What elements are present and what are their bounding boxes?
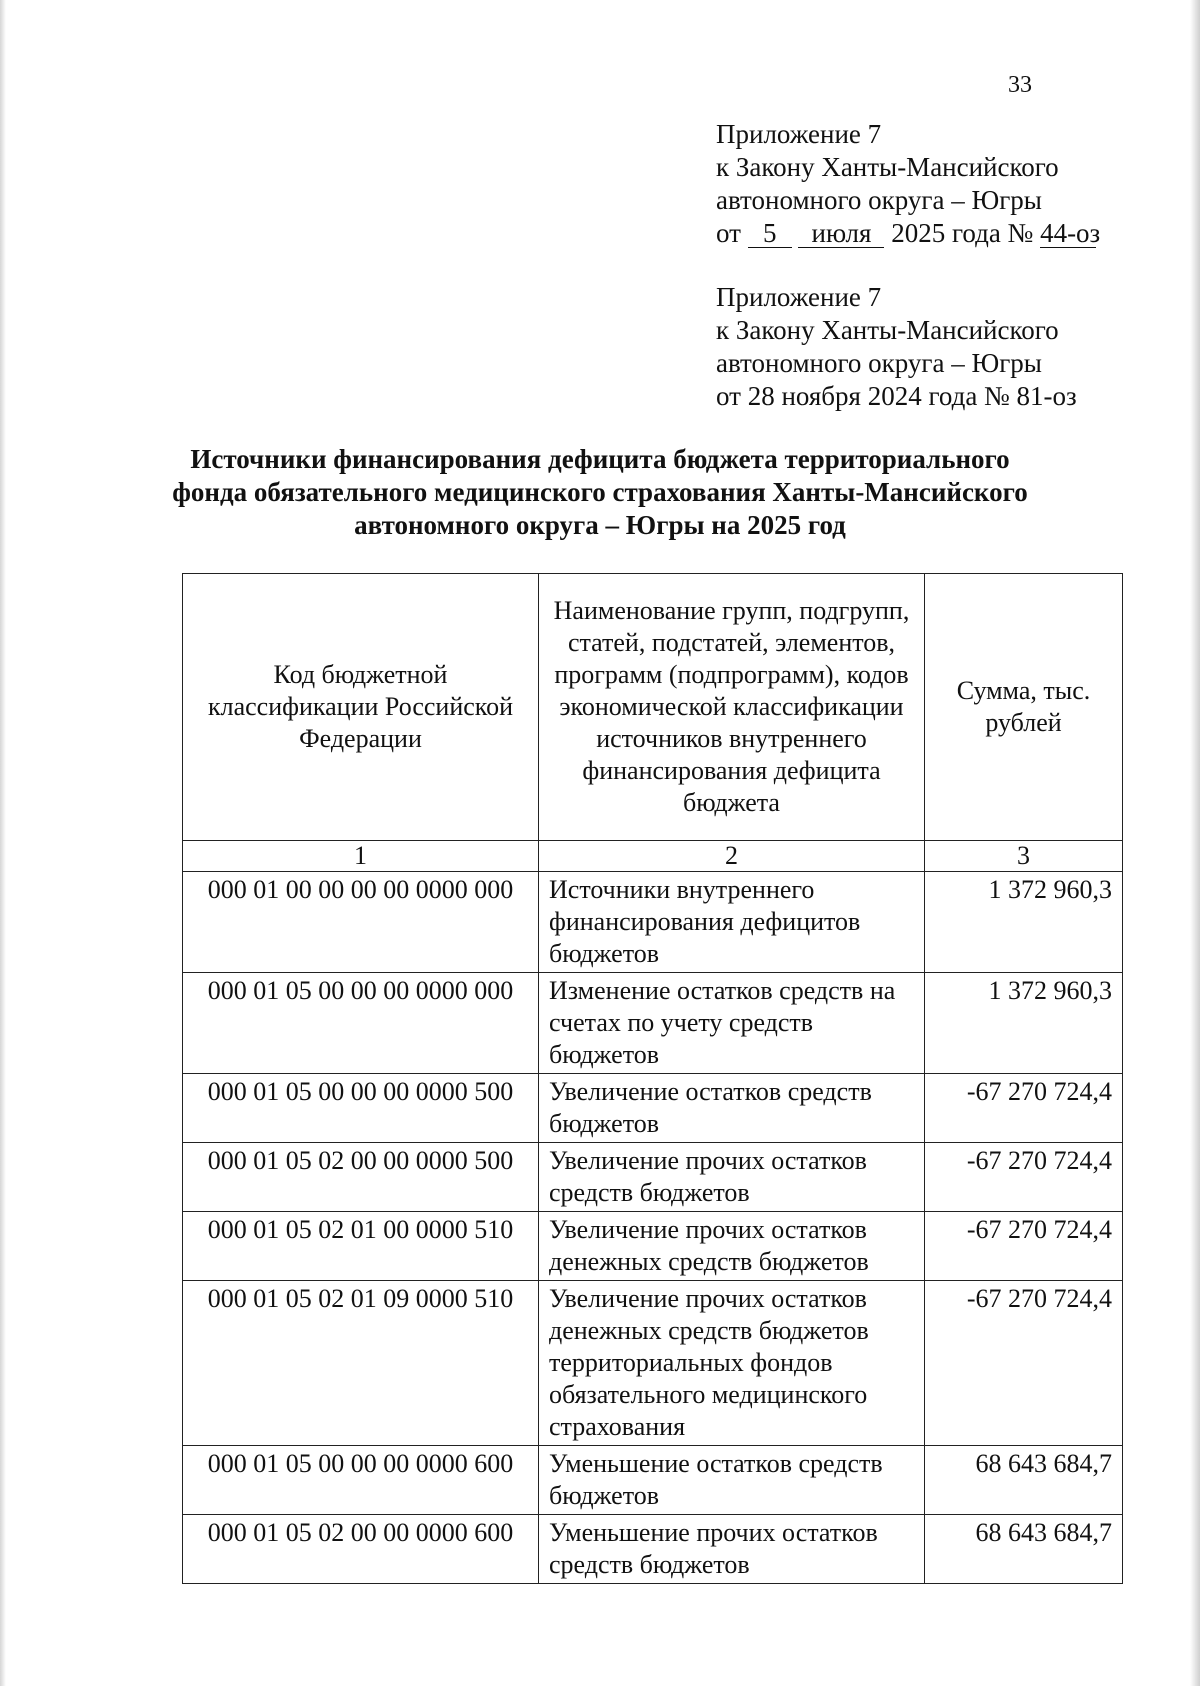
appendix-current-day: 5	[748, 220, 792, 248]
header-amount: Сумма, тыс. рублей	[925, 574, 1123, 841]
row-code: 000 01 05 00 00 00 0000 000	[183, 973, 539, 1074]
appendix-original	[716, 281, 1077, 413]
row-name: Изменение остатков средств на счетах по учету средств бюджетов	[539, 973, 925, 1074]
table-row	[183, 1515, 1123, 1584]
row-code: 000 01 05 02 00 00 0000 600	[183, 1515, 539, 1584]
row-amount: -67 270 724,4	[925, 1212, 1123, 1281]
table-row	[183, 872, 1123, 973]
appendix-original-line1: Приложение 7	[716, 282, 882, 312]
table-row	[183, 973, 1123, 1074]
header-code: Код бюджетной классификации Российской Федерации	[183, 574, 539, 841]
document-title-line1: Источники финансирования дефицита бюджета территориального	[190, 444, 1010, 474]
document-title-line2: фонда обязательного медицинского страхования Ханты-Мансийского	[172, 477, 1028, 507]
appendix-current	[716, 118, 1101, 250]
table-header-row	[183, 574, 1123, 841]
column-number-3: 3	[925, 841, 1123, 872]
appendix-original-line4: от 28 ноября 2024 года № 81-оз	[716, 381, 1077, 411]
document-title-line3: автономного округа – Югры на 2025 год	[354, 510, 846, 540]
row-code: 000 01 00 00 00 00 0000 000	[183, 872, 539, 973]
row-amount: -67 270 724,4	[925, 1281, 1123, 1446]
page-number: 33	[1008, 72, 1032, 98]
appendix-original-line3: автономного округа – Югры	[716, 348, 1042, 378]
scan-edge-left	[0, 0, 6, 1686]
column-number-1: 1	[183, 841, 539, 872]
table-row	[183, 1212, 1123, 1281]
table-row	[183, 1446, 1123, 1515]
appendix-current-line3: автономного округа – Югры	[716, 185, 1042, 215]
row-amount: 68 643 684,7	[925, 1446, 1123, 1515]
appendix-current-year: 2025 года №	[891, 218, 1034, 248]
row-name: Уменьшение остатков средств бюджетов	[539, 1446, 925, 1515]
row-name: Увеличение прочих остатков денежных средств бюджетов территориальных фондов обязательного медицинского страхования	[539, 1281, 925, 1446]
scan-edge-right	[1190, 0, 1200, 1686]
appendix-current-date-prefix: от	[716, 218, 741, 248]
header-name: Наименование групп, подгрупп, статей, подстатей, элементов, программ (подпрограмм), кодов экономической классификации источников внутреннего финансирования дефицита бюджета	[539, 574, 925, 841]
appendix-current-line1: Приложение 7	[716, 119, 882, 149]
row-amount: 68 643 684,7	[925, 1515, 1123, 1584]
row-name: Уменьшение прочих остатков средств бюджетов	[539, 1515, 925, 1584]
table-row	[183, 1074, 1123, 1143]
appendix-current-month: июля	[798, 220, 884, 248]
appendix-original-line2: к Закону Ханты-Мансийского	[716, 315, 1059, 345]
row-code: 000 01 05 02 01 09 0000 510	[183, 1281, 539, 1446]
appendix-current-line2: к Закону Ханты-Мансийского	[716, 152, 1059, 182]
column-number-2: 2	[539, 841, 925, 872]
row-name: Увеличение прочих остатков денежных средств бюджетов	[539, 1212, 925, 1281]
row-code: 000 01 05 02 01 00 0000 510	[183, 1212, 539, 1281]
row-amount: 1 372 960,3	[925, 872, 1123, 973]
row-name: Источники внутреннего финансирования дефицитов бюджетов	[539, 872, 925, 973]
row-name: Увеличение остатков средств бюджетов	[539, 1074, 925, 1143]
table-row	[183, 1281, 1123, 1446]
row-name: Увеличение прочих остатков средств бюджетов	[539, 1143, 925, 1212]
row-amount: -67 270 724,4	[925, 1074, 1123, 1143]
table-column-numbers-row	[183, 841, 1123, 872]
table-row	[183, 1143, 1123, 1212]
budget-sources-table	[182, 573, 1123, 1584]
row-code: 000 01 05 00 00 00 0000 500	[183, 1074, 539, 1143]
appendix-current-date-line	[716, 217, 1101, 250]
document-title	[150, 443, 1050, 542]
row-code: 000 01 05 00 00 00 0000 600	[183, 1446, 539, 1515]
row-amount: -67 270 724,4	[925, 1143, 1123, 1212]
row-amount: 1 372 960,3	[925, 973, 1123, 1074]
row-code: 000 01 05 02 00 00 0000 500	[183, 1143, 539, 1212]
appendix-current-number: 44-оз	[1040, 218, 1101, 248]
